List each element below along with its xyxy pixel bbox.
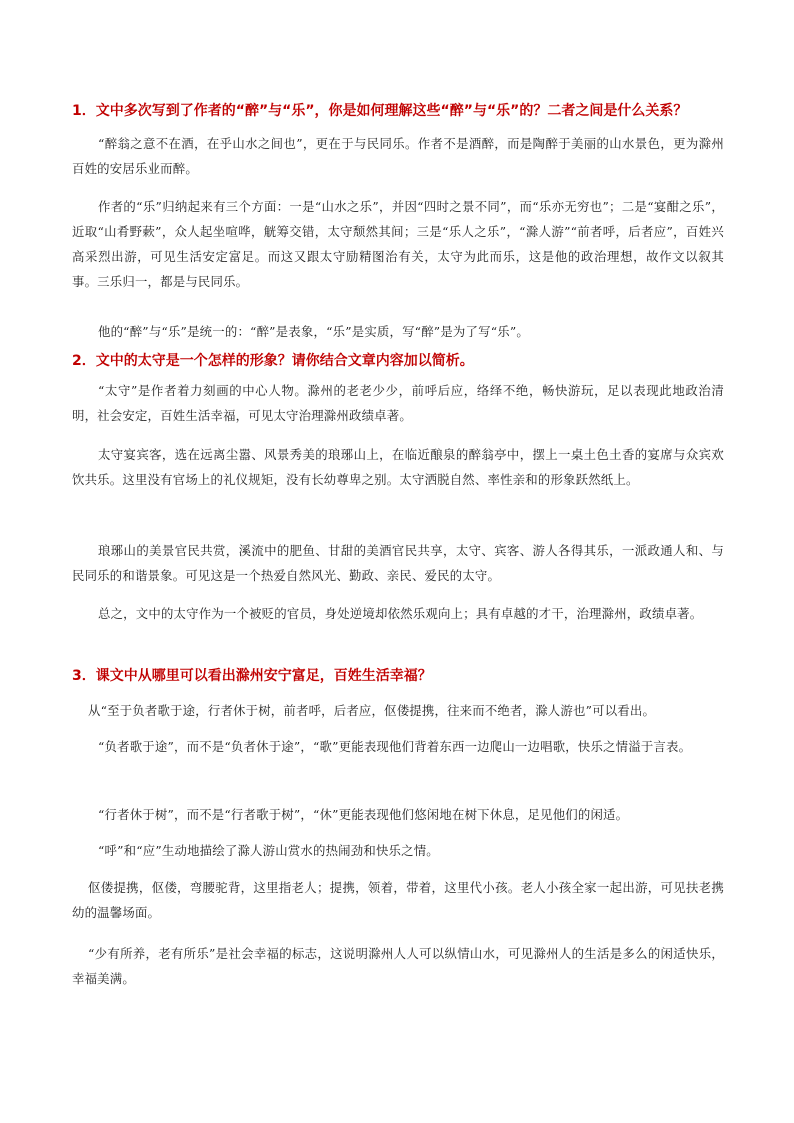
q2-paragraph-4: 总之，文中的太守作为一个被贬的官员，身处逆境却依然乐观向上；具有卓越的才干，治理滁州，政绩卓著。	[98, 606, 703, 621]
question-1-heading: 1．文中多次写到了作者的“醉”与“乐”，你是如何理解这些“醉”与“乐”的？二者之间是什么关系？	[72, 103, 688, 119]
q2-paragraph-3: 琅琊山的美景官民共赏，溪流中的肥鱼、甘甜的美酒官民共享，太守、宾客、游人各得其乐，一派政通人和、与民同乐的和谐景象。可见这是一个热爱自然风光、勤政、亲民、爱民的太守。	[72, 543, 724, 583]
q2-paragraph-2: 太守宴宾客，选在远离尘嚣、风景秀美的琅琊山上，在临近酿泉的醉翁亭中，摆上一桌土色土香的宴席与众宾欢饮共乐。这里没有官场上的礼仪规矩，没有长幼尊卑之别。太守洒脱自然、率性亲和的形象跃然纸上。	[72, 447, 724, 487]
q3-paragraph-1: 从“至于负者歌于途，行者休于树，前者呼，后者应，伛偻提携，往来而不绝者，滁人游也”可以看出。	[88, 703, 656, 718]
question-2-heading: 2．文中的太守是一个怎样的形象？请你结合文章内容加以简析。	[72, 353, 474, 369]
q2-paragraph-1: “太守”是作者着力刻画的中心人物。滁州的老老少少，前呼后应，络绎不绝，畅快游玩，足以表现此地政治清明，社会安定，百姓生活幸福，可见太守治理滁州政绩卓著。	[72, 383, 724, 423]
q3-paragraph-2: “负者歌于途”，而不是“负者休于途”，“歌”更能表现他们背着东西一边爬山一边唱歌，快乐之情溢于言表。	[98, 739, 692, 754]
q3-paragraph-3: “行者休于树”，而不是“行者歌于树”，“休”更能表现他们悠闲地在树下休息，足见他们的闲适。	[98, 807, 629, 822]
q3-paragraph-6: “少有所养，老有所乐”是社会幸福的标志，这说明滁州人人可以纵情山水，可见滁州人的生活是多么的闲适快乐，幸福美满。	[72, 946, 724, 986]
q1-paragraph-1: “醉翁之意不在酒，在乎山水之间也”，更在于与民同乐。作者不是酒醉，而是陶醉于美丽的山水景色，更为滁州百姓的安居乐业而醉。	[72, 136, 724, 176]
q3-paragraph-5: 伛偻提携，伛偻，弯腰驼背，这里指老人；提携，领着，带着，这里代小孩。老人小孩全家一起出游，可见扶老携幼的温馨场面。	[72, 880, 724, 920]
q1-paragraph-2: 作者的“乐”归纳起来有三个方面：一是“山水之乐”，并因“四时之景不同”，而“乐亦无穷也”；二是“宴酣之乐”，近取“山肴野蔌”，众人起坐喧哗，觥筹交错，太守颓然其间；三是“乐人之乐”，“滁人游”“前者呼，后者应”，百姓兴高采烈出游，可见生活安定富足。而这又跟太守励精图治有关，太守为此而乐，这是他的政治理想，故作文以叙其事。三乐归一，都是与民同乐。	[72, 199, 724, 289]
question-3-heading: 3．课文中从哪里可以看出滁州安宁富足，百姓生活幸福？	[72, 668, 432, 684]
q1-paragraph-3: 他的“醉”与“乐”是统一的：“醉”是表象，“乐”是实质，写“醉”是为了写“乐”。	[98, 324, 529, 339]
q3-paragraph-4: “呼”和“应”生动地描绘了滁人游山赏水的热闹劲和快乐之情。	[98, 843, 439, 858]
